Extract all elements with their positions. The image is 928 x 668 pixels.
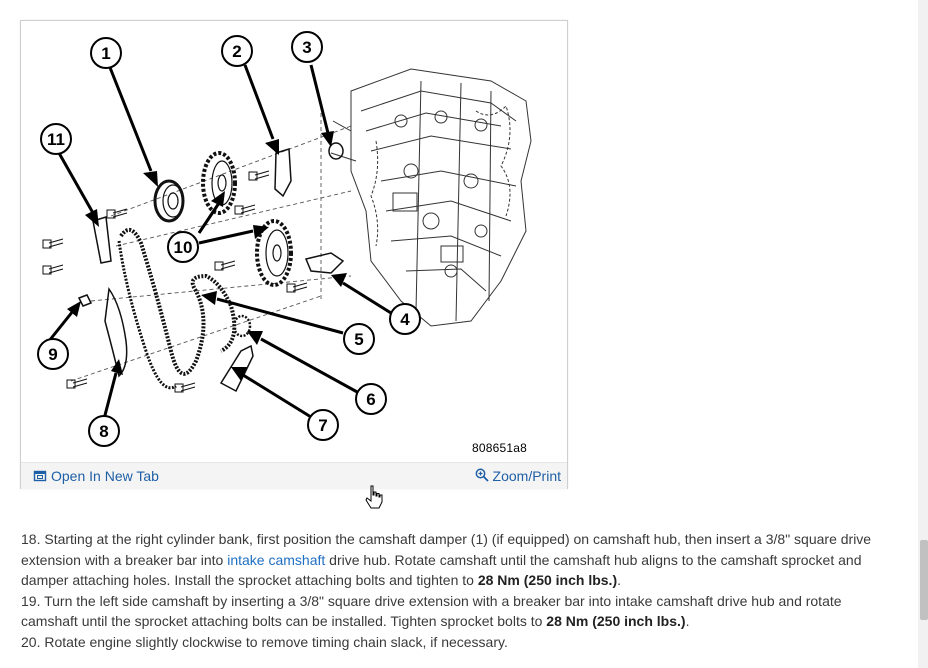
- callout-circles: [38, 32, 420, 446]
- figure-code: 808651a8: [472, 441, 527, 455]
- open-in-new-tab-label: Open In New Tab: [51, 468, 159, 484]
- bracket-2-drawing: [275, 149, 291, 196]
- intake-camshaft-link[interactable]: intake camshaft: [227, 551, 326, 568]
- arrow-heads: [67, 131, 347, 381]
- step-20: 20. Rotate engine slightly clockwise to remove timing chain slack, if necessary.: [21, 633, 508, 650]
- hand-pointer-cursor-icon: [365, 485, 383, 514]
- sensor-4-drawing: [306, 253, 343, 273]
- instruction-steps: [21, 529, 901, 652]
- tensioner-arm-8-drawing: [105, 289, 127, 376]
- diagram-figure: [20, 20, 568, 489]
- figure-footer: [21, 462, 567, 489]
- step-19: 19. Turn the left side camshaft by inserting a 3/8" square drive extension with a breaker bar into intake camshaft drive hub and rotate camshaft until the sprocket attaching bolts can be installed. Tighten sprocket bolts to 28 Nm (250 inch lbs.).: [21, 592, 842, 629]
- engine-block-drawing: [331, 69, 531, 326]
- callout-7: 7: [318, 416, 328, 435]
- torque-spec: 28 Nm (250 inch lbs.): [477, 572, 618, 588]
- callout-10: 10: [173, 238, 193, 257]
- callout-11: 11: [47, 130, 65, 149]
- callout-4: 4: [400, 310, 410, 329]
- part-9-drawing: [79, 295, 91, 306]
- scrollbar-thumb[interactable]: [920, 540, 928, 620]
- callout-6: 6: [366, 390, 376, 409]
- open-in-new-tab-link[interactable]: [33, 468, 159, 484]
- timing-chain-diagram: [21, 21, 567, 462]
- leader-arrows: [49, 65, 391, 419]
- magnifier-zoom-icon: [475, 469, 489, 483]
- step-18: 18. Starting at the right cylinder bank, first position the camshaft damper (1) (if equipped) on camshaft hub, then insert a 3/8" square drive extension with a breaker bar into intake camshaft drive hub. Rotate camshaft until the camshaft hub aligns to the camshaft sprocket and damper attaching holes. Install the sprocket attaching bolts and tighten to 28 Nm (250 inch lbs.).: [21, 531, 872, 588]
- zoom-print-label: Zoom/Print: [492, 468, 561, 484]
- callout-9: 9: [48, 345, 58, 364]
- callout-5: 5: [354, 330, 364, 349]
- camshaft-damper-drawing: [155, 181, 183, 221]
- callout-3: 3: [302, 38, 312, 57]
- zoom-print-link[interactable]: [475, 468, 561, 484]
- callout-8: 8: [99, 422, 109, 441]
- torque-spec: 28 Nm (250 inch lbs.): [546, 613, 686, 629]
- crank-sprocket-6-drawing: [234, 316, 250, 336]
- callout-1: 1: [101, 44, 111, 63]
- open-in-new-tab-icon: [33, 469, 47, 483]
- callout-2: 2: [232, 42, 242, 61]
